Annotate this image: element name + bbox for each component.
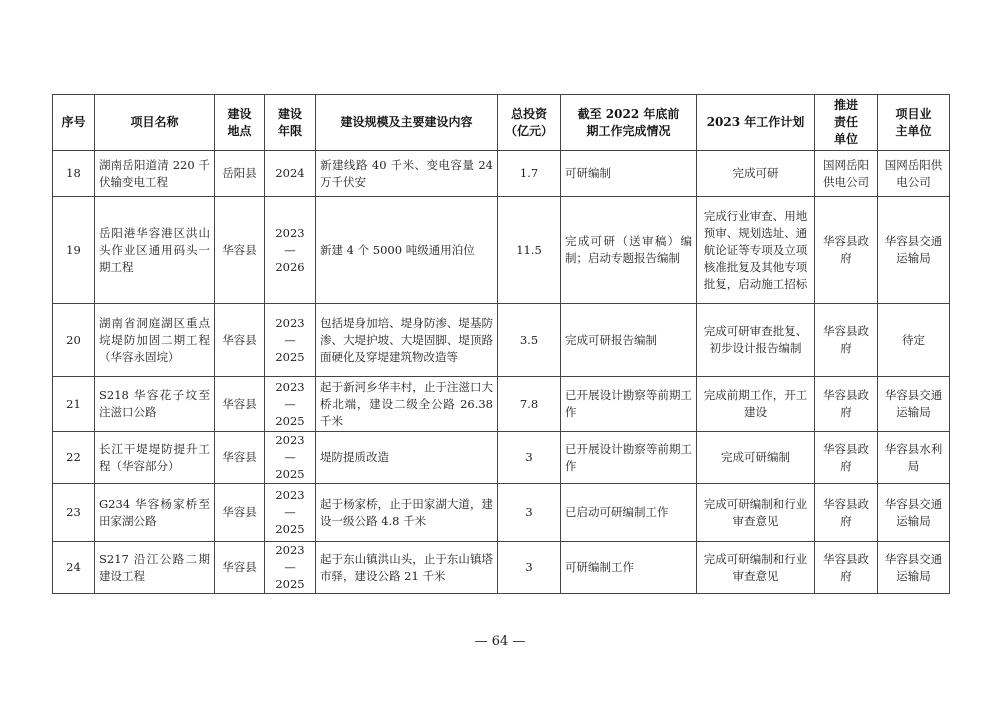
header-owner-unit: 项目业主单位 <box>878 95 950 151</box>
cell-scope: 起于新河乡华丰村，止于注滋口大桥北端，建设二级全公路 26.38 千米 <box>316 377 498 432</box>
cell-investment: 3.5 <box>498 304 561 377</box>
cell-location: 华容县 <box>215 304 265 377</box>
table-row <box>53 197 950 304</box>
header-responsible-unit: 推进责任单位 <box>815 95 878 151</box>
cell-period: 2023—2026 <box>265 197 316 304</box>
cell-name: 长江干堤堤防提升工程（华容部分） <box>95 432 215 484</box>
cell-index: 18 <box>53 151 95 197</box>
table-row <box>53 542 950 594</box>
cell-progress-2022: 完成可研（送审稿）编制；启动专题报告编制 <box>561 197 697 304</box>
cell-plan-2023: 完成可研审查批复、初步设计报告编制 <box>697 304 815 377</box>
cell-responsible-unit: 华容县政府 <box>815 432 878 484</box>
cell-owner-unit: 华容县交通运输局 <box>878 484 950 542</box>
table-row <box>53 484 950 542</box>
cell-progress-2022: 完成可研报告编制 <box>561 304 697 377</box>
cell-location: 华容县 <box>215 484 265 542</box>
cell-plan-2023: 完成可研编制 <box>697 432 815 484</box>
cell-scope: 起于杨家桥，止于田家湖大道，建设一级公路 4.8 千米 <box>316 484 498 542</box>
cell-responsible-unit: 华容县政府 <box>815 542 878 594</box>
table-row <box>53 304 950 377</box>
cell-investment: 3 <box>498 484 561 542</box>
cell-owner-unit: 华容县交通运输局 <box>878 542 950 594</box>
cell-plan-2023: 完成前期工作，开工建设 <box>697 377 815 432</box>
cell-plan-2023: 完成可研 <box>697 151 815 197</box>
cell-index: 21 <box>53 377 95 432</box>
cell-progress-2022: 已开展设计勘察等前期工作 <box>561 432 697 484</box>
header-index: 序号 <box>53 95 95 151</box>
page-number: — 64 — <box>474 634 526 649</box>
cell-index: 23 <box>53 484 95 542</box>
cell-responsible-unit: 华容县政府 <box>815 304 878 377</box>
header-scope: 建设规模及主要建设内容 <box>316 95 498 151</box>
cell-name: S218 华容花子坟至注滋口公路 <box>95 377 215 432</box>
cell-scope: 新建 4 个 5000 吨级通用泊位 <box>316 197 498 304</box>
cell-name: G234 华容杨家桥至田家湖公路 <box>95 484 215 542</box>
header-name: 项目名称 <box>95 95 215 151</box>
header-period: 建设年限 <box>265 95 316 151</box>
cell-investment: 7.8 <box>498 377 561 432</box>
cell-scope: 新建线路 40 千米、变电容量 24 万千伏安 <box>316 151 498 197</box>
cell-responsible-unit: 华容县政府 <box>815 484 878 542</box>
header-investment: 总投资（亿元） <box>498 95 561 151</box>
cell-period: 2023—2025 <box>265 304 316 377</box>
project-table <box>52 94 950 594</box>
cell-owner-unit: 待定 <box>878 304 950 377</box>
cell-index: 19 <box>53 197 95 304</box>
cell-location: 华容县 <box>215 432 265 484</box>
cell-index: 20 <box>53 304 95 377</box>
cell-name: 岳阳港华容港区洪山头作业区通用码头一期工程 <box>95 197 215 304</box>
cell-plan-2023: 完成行业审查、用地预审、规划选址、通航论证等专项及立项核准批复及其他专项批复，启动施工招标 <box>697 197 815 304</box>
cell-plan-2023: 完成可研编制和行业审查意见 <box>697 484 815 542</box>
cell-location: 岳阳县 <box>215 151 265 197</box>
cell-index: 22 <box>53 432 95 484</box>
table-row <box>53 377 950 432</box>
cell-owner-unit: 华容县交通运输局 <box>878 377 950 432</box>
cell-index: 24 <box>53 542 95 594</box>
cell-scope: 起于东山镇洪山头，止于东山镇塔市驿，建设公路 21 千米 <box>316 542 498 594</box>
header-plan-2023: 2023 年工作计划 <box>697 95 815 151</box>
cell-name: 湖南省洞庭湖区重点垸堤防加固二期工程（华容永固垸） <box>95 304 215 377</box>
cell-location: 华容县 <box>215 197 265 304</box>
cell-owner-unit: 华容县水利局 <box>878 432 950 484</box>
cell-progress-2022: 已启动可研编制工作 <box>561 484 697 542</box>
header-location: 建设地点 <box>215 95 265 151</box>
cell-responsible-unit: 华容县政府 <box>815 197 878 304</box>
cell-investment: 3 <box>498 542 561 594</box>
table-row <box>53 432 950 484</box>
cell-responsible-unit: 国网岳阳供电公司 <box>815 151 878 197</box>
cell-period: 2023—2025 <box>265 432 316 484</box>
cell-location: 华容县 <box>215 377 265 432</box>
cell-investment: 11.5 <box>498 197 561 304</box>
header-progress-2022: 截至 2022 年底前期工作完成情况 <box>561 95 697 151</box>
cell-period: 2024 <box>265 151 316 197</box>
table-row <box>53 151 950 197</box>
cell-progress-2022: 可研编制 <box>561 151 697 197</box>
cell-owner-unit: 国网岳阳供电公司 <box>878 151 950 197</box>
cell-progress-2022: 可研编制工作 <box>561 542 697 594</box>
cell-period: 2023—2025 <box>265 484 316 542</box>
cell-investment: 1.7 <box>498 151 561 197</box>
cell-responsible-unit: 华容县政府 <box>815 377 878 432</box>
cell-plan-2023: 完成可研编制和行业审查意见 <box>697 542 815 594</box>
cell-name: 湖南岳阳道清 220 千伏输变电工程 <box>95 151 215 197</box>
cell-owner-unit: 华容县交通运输局 <box>878 197 950 304</box>
cell-scope: 包括堤身加培、堤身防渗、堤基防渗、大堤护坡、大堤固脚、堤顶路面硬化及穿堤建筑物改造等 <box>316 304 498 377</box>
cell-scope: 堤防提质改造 <box>316 432 498 484</box>
cell-period: 2023—2025 <box>265 377 316 432</box>
cell-location: 华容县 <box>215 542 265 594</box>
cell-name: S217 沿江公路二期建设工程 <box>95 542 215 594</box>
header-row <box>53 95 950 151</box>
cell-investment: 3 <box>498 432 561 484</box>
cell-period: 2023—2025 <box>265 542 316 594</box>
cell-progress-2022: 已开展设计勘察等前期工作 <box>561 377 697 432</box>
